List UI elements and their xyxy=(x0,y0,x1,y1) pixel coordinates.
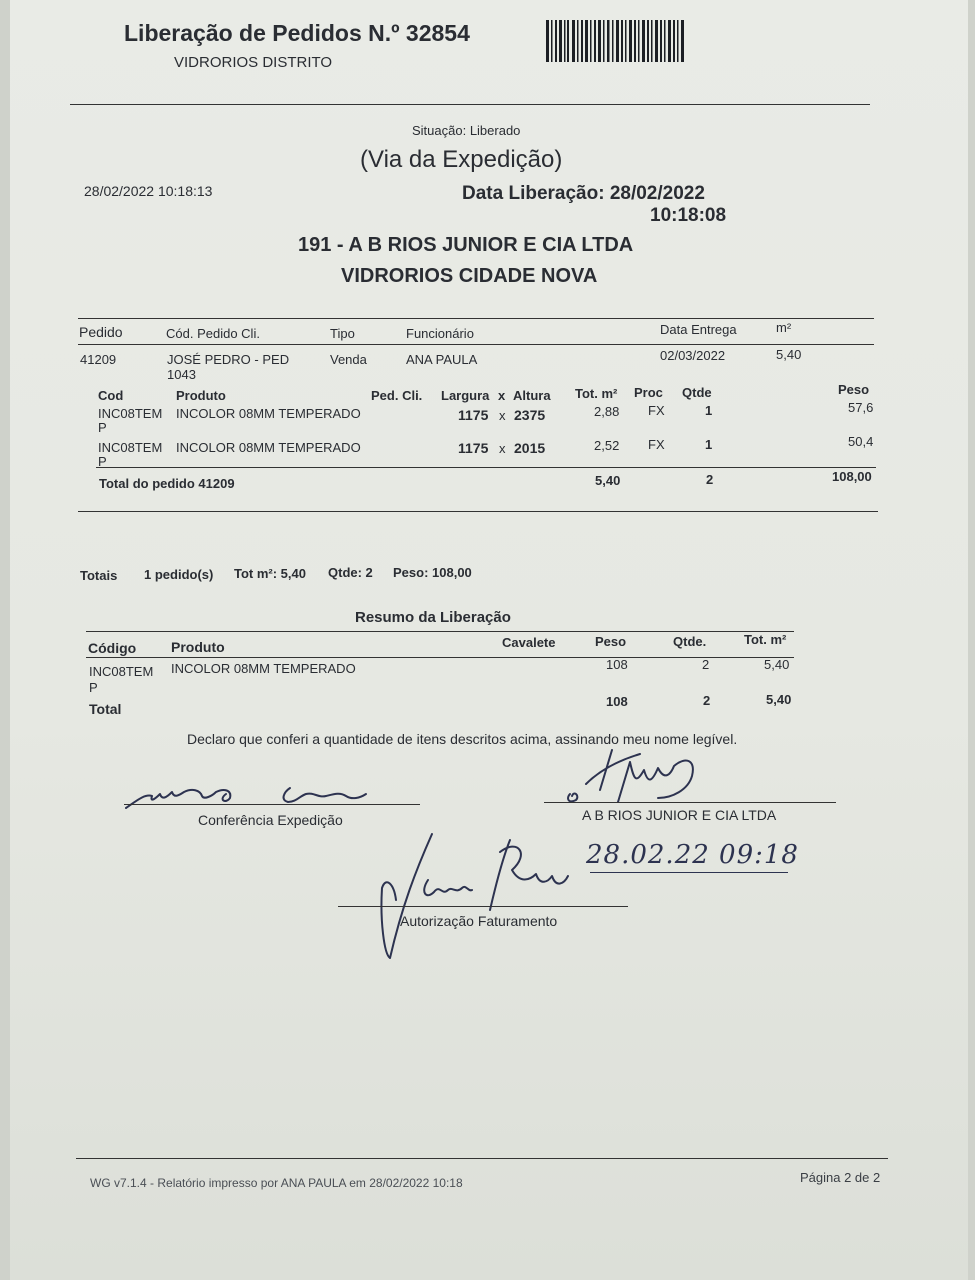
autorizacao-label: Autorização Faturamento xyxy=(400,913,558,929)
client-order-code-cont: 1043 xyxy=(167,367,196,382)
col-cod-pedido-cli: Cód. Pedido Cli. xyxy=(166,326,260,341)
item-code-cont: P xyxy=(98,454,107,469)
summary-col-qtde: Qtde. xyxy=(673,634,707,649)
item-width: 1175 xyxy=(458,440,489,456)
conferencia-line xyxy=(124,804,420,805)
item-product: INCOLOR 08MM TEMPERADO xyxy=(176,440,361,455)
order-type: Venda xyxy=(330,352,367,367)
item-col-cod: Cod xyxy=(98,388,124,403)
item-col-x: x xyxy=(498,388,506,403)
item-code: INC08TEM xyxy=(98,406,163,421)
item-proc: FX xyxy=(648,403,665,418)
item-col-tot-m2: Tot. m² xyxy=(575,386,618,401)
item-col-altura: Altura xyxy=(513,388,551,403)
order-total-label: Total do pedido 41209 xyxy=(99,476,235,491)
page-number: Página 2 de 2 xyxy=(800,1170,881,1185)
barcode-icon xyxy=(546,20,686,62)
summary-code: INC08TEM xyxy=(89,664,154,679)
item-qtde: 1 xyxy=(705,437,713,452)
summary-code-cont: P xyxy=(89,680,98,695)
order-m2: 5,40 xyxy=(776,347,802,362)
col-pedido: Pedido xyxy=(79,324,123,340)
declaration-text: Declaro que conferi a quantidade de itens descritos acima, assinando meu nome legível. xyxy=(187,731,738,747)
col-data-entrega: Data Entrega xyxy=(660,322,737,337)
autorizacao-line xyxy=(338,906,628,907)
summary-total-m2: 5,40 xyxy=(766,692,792,707)
release-time: 10:18:08 xyxy=(650,205,727,226)
order-table-top-rule xyxy=(78,318,874,319)
summary-col-peso: Peso xyxy=(595,634,627,649)
item-col-ped-cli: Ped. Cli. xyxy=(371,388,423,403)
totals-orders: 1 pedido(s) xyxy=(144,567,214,582)
conferencia-label: Conferência Expedição xyxy=(198,812,343,828)
item-x: x xyxy=(499,408,506,423)
item-col-peso: Peso xyxy=(838,382,870,397)
client-signature-icon xyxy=(560,740,720,810)
item-col-proc: Proc xyxy=(634,385,663,400)
item-height: 2375 xyxy=(514,407,546,423)
summary-col-codigo: Código xyxy=(88,640,137,656)
autorizacao-signature-icon xyxy=(370,830,580,965)
col-tipo: Tipo xyxy=(330,326,355,341)
order-total-m2: 5,40 xyxy=(595,473,621,488)
via-label: (Via da Expedição) xyxy=(360,146,563,173)
summary-col-tot-m2: Tot. m² xyxy=(744,632,787,647)
item-tot-m2: 2,52 xyxy=(594,438,620,453)
totals-m2: Tot m²: 5,40 xyxy=(234,566,306,581)
summary-header-rule xyxy=(86,657,794,658)
order-total-rule xyxy=(96,467,876,468)
totals-qtde: Qtde: 2 xyxy=(328,565,373,580)
item-tot-m2: 2,88 xyxy=(594,404,620,419)
item-col-largura: Largura xyxy=(441,388,490,403)
item-proc: FX xyxy=(648,437,665,452)
summary-qtde: 2 xyxy=(702,657,710,672)
order-employee: ANA PAULA xyxy=(406,352,478,367)
summary-peso: 108 xyxy=(606,657,628,672)
client-store: VIDRORIOS CIDADE NOVA xyxy=(341,265,598,287)
summary-total-qtde: 2 xyxy=(703,693,711,708)
item-peso: 50,4 xyxy=(848,434,874,449)
header-divider xyxy=(70,104,870,105)
print-timestamp: 28/02/2022 10:18:13 xyxy=(84,183,213,199)
footer-report-info: WG v7.1.4 - Relatório impresso por ANA PAULA em 28/02/2022 10:18 xyxy=(90,1176,463,1190)
document-title: Liberação de Pedidos N.º 32854 xyxy=(124,20,470,46)
company-subtitle: VIDRORIOS DISTRITO xyxy=(174,54,333,71)
client-signature-date: 28.02.22 09:18 xyxy=(586,840,799,870)
item-height: 2015 xyxy=(514,440,546,456)
summary-top-rule xyxy=(86,631,794,632)
conferencia-signature-icon xyxy=(120,778,380,814)
item-x: x xyxy=(499,441,506,456)
client-date-underline xyxy=(590,872,788,873)
order-total-peso: 108,00 xyxy=(832,469,872,484)
order-header-rule xyxy=(78,344,874,345)
item-col-qtde: Qtde xyxy=(682,385,712,400)
totals-peso: Peso: 108,00 xyxy=(393,565,472,580)
order-number: 41209 xyxy=(80,352,117,367)
release-date: Data Liberação: 28/02/2022 xyxy=(462,183,705,204)
totals-label: Totais xyxy=(80,568,118,583)
summary-total-label: Total xyxy=(89,701,122,717)
order-total-qtde: 2 xyxy=(706,472,714,487)
item-qtde: 1 xyxy=(705,403,713,418)
item-width: 1175 xyxy=(458,407,489,423)
client-name: 191 - A B RIOS JUNIOR E CIA LTDA xyxy=(298,234,634,256)
status-text: Situação: Liberado xyxy=(412,123,521,138)
summary-tot-m2: 5,40 xyxy=(764,657,790,672)
item-code: INC08TEM xyxy=(98,440,163,455)
summary-product: INCOLOR 08MM TEMPERADO xyxy=(171,661,356,676)
item-code-cont: P xyxy=(98,420,107,435)
item-col-produto: Produto xyxy=(176,388,226,403)
item-peso: 57,6 xyxy=(848,400,874,415)
col-funcionario: Funcionário xyxy=(406,326,474,341)
client-order-code: JOSÉ PEDRO - PED xyxy=(167,352,290,367)
item-product: INCOLOR 08MM TEMPERADO xyxy=(176,406,361,421)
col-m2: m² xyxy=(776,320,792,335)
footer-rule xyxy=(76,1158,888,1159)
summary-title: Resumo da Liberação xyxy=(355,609,511,626)
summary-col-produto: Produto xyxy=(171,639,225,655)
order-table-bottom-rule xyxy=(78,511,878,512)
summary-total-peso: 108 xyxy=(606,694,628,709)
delivery-date: 02/03/2022 xyxy=(660,348,726,363)
client-signature-label: A B RIOS JUNIOR E CIA LTDA xyxy=(582,807,777,823)
summary-col-cavalete: Cavalete xyxy=(502,635,556,650)
client-signature-line xyxy=(544,802,836,803)
